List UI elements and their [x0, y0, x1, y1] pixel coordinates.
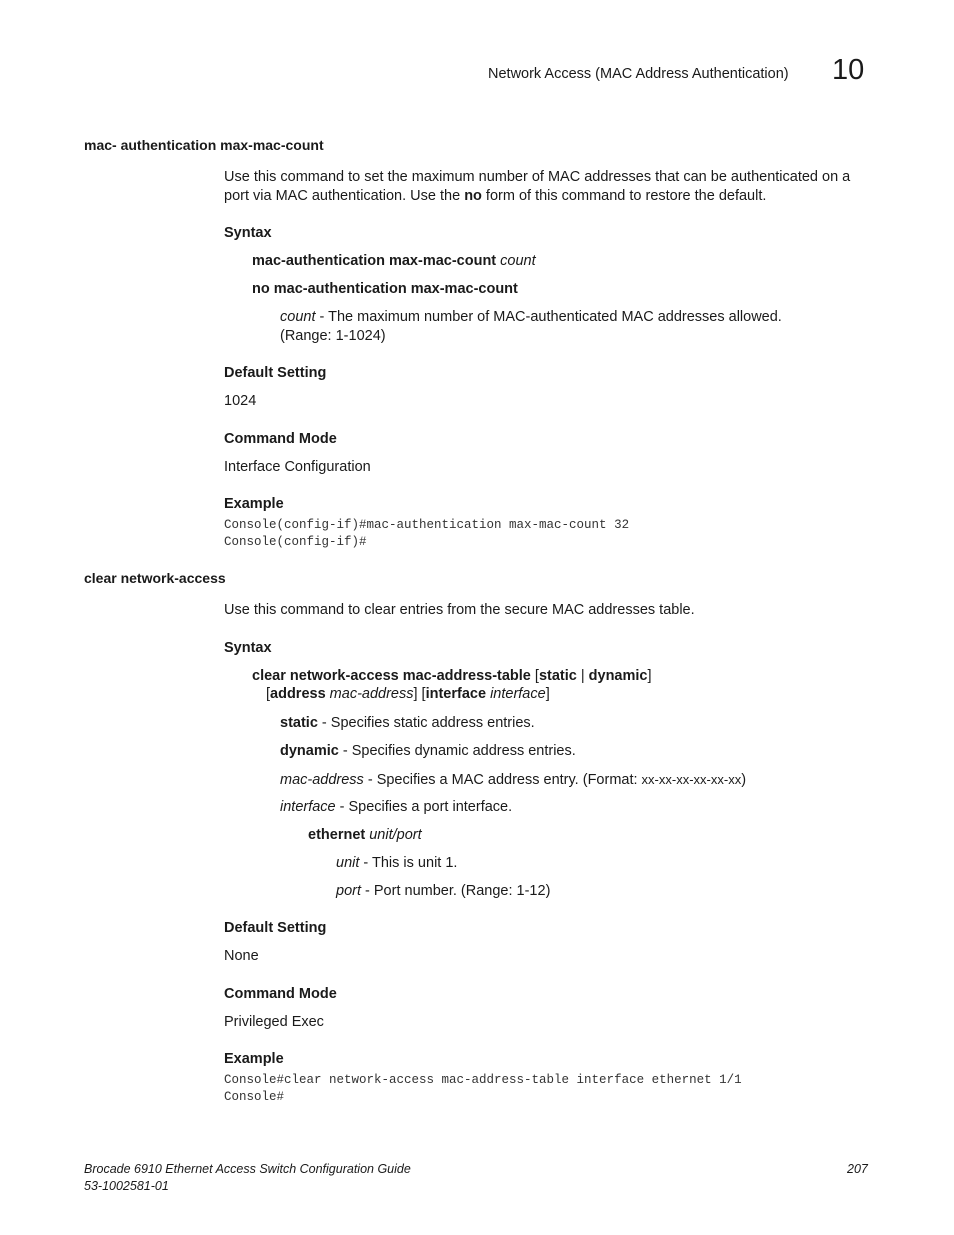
chapter-number: 10: [832, 54, 865, 86]
param-ethernet: ethernet unit/port: [308, 827, 422, 843]
example-heading: Example: [224, 496, 284, 512]
syntax-line-2: no mac-authentication max-mac-count: [252, 281, 518, 297]
param-dynamic: dynamic - Specifies dynamic address entries.: [280, 743, 576, 759]
param-unit: unit - This is unit 1.: [336, 855, 458, 871]
command-mode-value: Interface Configuration: [224, 459, 371, 475]
section1-desc-line2: port via MAC authentication. Use the no form of this command to restore the default.: [224, 188, 767, 204]
running-header-title: Network Access (MAC Address Authentication): [488, 66, 789, 82]
param-count-range: (Range: 1-1024): [280, 328, 386, 344]
param-interface: interface - Specifies a port interface.: [280, 799, 513, 815]
section-title-clear-network-access: clear network-access: [84, 570, 226, 586]
command-mode-heading: Command Mode: [224, 431, 337, 447]
example-heading: Example: [224, 1051, 284, 1067]
syntax-line-1: mac-authentication max-mac-count count: [252, 253, 536, 269]
param-mac-address: mac-address - Specifies a MAC address entry. (Format: xx-xx-xx-xx-xx-xx): [280, 772, 747, 788]
example-code-line-2: Console#: [224, 1090, 285, 1104]
section-title-max-mac-count: mac- authentication max-mac-count: [84, 137, 324, 153]
footer-book-title: Brocade 6910 Ethernet Access Switch Configuration Guide: [84, 1162, 411, 1176]
section2-desc: Use this command to clear entries from the secure MAC addresses table.: [224, 602, 695, 618]
param-static: static - Specifies static address entries.: [280, 715, 535, 731]
param-port: port - Port number. (Range: 1-12): [336, 883, 551, 899]
example-code-line-2: Console(config-if)#: [224, 535, 367, 549]
command-mode-value: Privileged Exec: [224, 1014, 324, 1030]
param-count: count - The maximum number of MAC-authenticated MAC addresses allowed.: [280, 309, 782, 325]
syntax-line-2: [address mac-address] [interface interface]: [266, 686, 550, 702]
syntax-heading: Syntax: [224, 225, 272, 241]
section1-desc-line1: Use this command to set the maximum number of MAC addresses that can be authenticated on a: [224, 169, 851, 185]
syntax-line-1: clear network-access mac-address-table [static | dynamic]: [252, 668, 652, 684]
example-code-line-1: Console#clear network-access mac-address-table interface ethernet 1/1: [224, 1073, 742, 1087]
default-setting-value: 1024: [224, 393, 257, 409]
command-mode-heading: Command Mode: [224, 986, 337, 1002]
footer-page-number: 207: [847, 1162, 868, 1176]
example-code-line-1: Console(config-if)#mac-authentication max-mac-count 32: [224, 518, 630, 532]
default-setting-value: None: [224, 948, 259, 964]
default-setting-heading: Default Setting: [224, 920, 327, 936]
syntax-heading: Syntax: [224, 640, 272, 656]
footer-doc-number: 53-1002581-01: [84, 1179, 169, 1193]
default-setting-heading: Default Setting: [224, 365, 327, 381]
